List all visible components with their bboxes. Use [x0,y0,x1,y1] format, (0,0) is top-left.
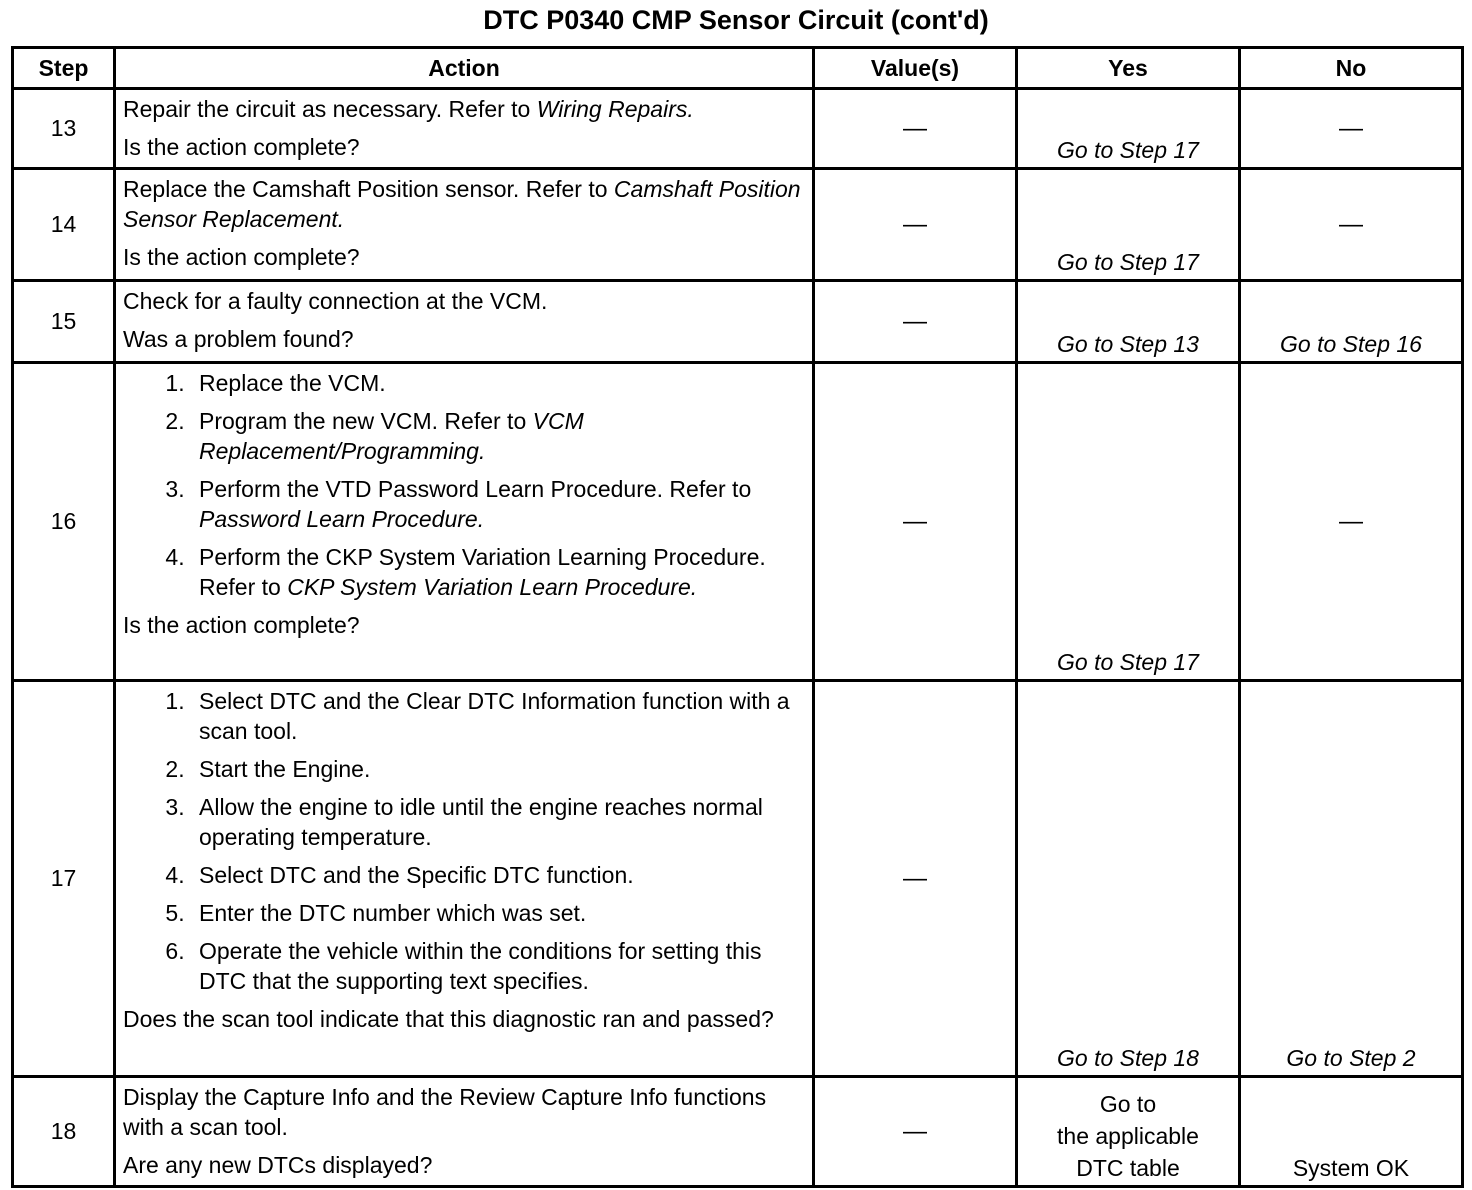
yes-goto: Go to Step 17 [1057,649,1199,675]
list-item: 2. Program the new VCM. Refer to VCM Replacement/Programming. [191,406,806,466]
value-cell: — [814,363,1017,681]
list-item: 3. Perform the VTD Password Learn Procedure. Refer to Password Learn Procedure. [191,474,806,534]
action-cell [115,169,814,281]
action-text: Display the Capture Info and the Review Capture Info functions with a scan tool. [123,1084,767,1140]
value-cell: — [814,89,1017,169]
action-text: Replace the Camshaft Position sensor. Refer to [123,176,614,202]
list-item: 4. Perform the CKP System Variation Learning Procedure. Refer to CKP System Variation Learn Procedure. [191,542,806,602]
step-number: 16 [13,363,115,681]
value-cell: — [814,681,1017,1077]
yes-goto: Go to Step 13 [1057,331,1199,357]
value-cell: — [814,169,1017,281]
diagnostic-table [11,46,1464,1188]
yes-line: the applicable [1057,1123,1199,1149]
header-no: No [1240,48,1463,89]
action-reference: Wiring Repairs. [536,96,694,122]
action-cell [115,681,814,1077]
yes-goto: Go to Step 18 [1057,1045,1199,1071]
yes-line: DTC table [1076,1155,1180,1181]
action-reference: Camshaft Position Sensor Replacement. [123,176,801,232]
action-question: Are any new DTCs displayed? [123,1152,433,1178]
action-steps-list [123,368,806,602]
header-values: Value(s) [814,48,1017,89]
table-row [13,281,1463,363]
action-text: Check for a faulty connection at the VCM. [123,288,548,314]
list-item: 2. Start the Engine. [191,754,806,784]
no-cell: — [1240,89,1463,169]
action-question: Is the action complete? [123,244,360,270]
header-yes: Yes [1017,48,1240,89]
action-question: Is the action complete? [123,612,360,638]
header-step: Step [13,48,115,89]
step-number: 18 [13,1077,115,1187]
action-cell [115,89,814,169]
action-cell [115,281,814,363]
header-row [13,48,1463,89]
step-number: 15 [13,281,115,363]
list-item: 3. Allow the engine to idle until the engine reaches normal operating temperature. [191,792,806,852]
yes-cell [1017,1077,1240,1187]
yes-line: Go to [1099,1091,1157,1117]
action-question: Does the scan tool indicate that this diagnostic ran and passed? [123,1006,774,1032]
page-title: DTC P0340 CMP Sensor Circuit (cont'd) [483,5,989,35]
value-cell: — [814,281,1017,363]
step-number: 14 [13,169,115,281]
yes-goto: Go to Step 17 [1057,137,1199,163]
yes-goto: Go to Step 17 [1057,249,1199,275]
action-question: Was a problem found? [123,326,354,352]
no-result: System OK [1292,1155,1410,1181]
no-cell: — [1240,169,1463,281]
no-goto: Go to Step 2 [1286,1045,1416,1071]
action-cell [115,1077,814,1187]
table-row [13,89,1463,169]
value-cell: — [814,1077,1017,1187]
list-item: 6. Operate the vehicle within the conditions for setting this DTC that the supporting text specifies. [191,936,806,996]
no-cell: — [1240,363,1463,681]
list-item: 1. Replace the VCM. [191,368,806,398]
header-action: Action [115,48,814,89]
step-number: 13 [13,89,115,169]
action-steps-list [123,686,806,996]
list-item: 1. Select DTC and the Clear DTC Information function with a scan tool. [191,686,806,746]
table-row [13,1077,1463,1187]
table-row [13,681,1463,1077]
action-cell [115,363,814,681]
action-question: Is the action complete? [123,134,360,160]
step-number: 17 [13,681,115,1077]
table-row [13,169,1463,281]
action-text: Repair the circuit as necessary. Refer to [123,96,537,122]
table-row [13,363,1463,681]
list-item: 4. Select DTC and the Specific DTC function. [191,860,806,890]
list-item: 5. Enter the DTC number which was set. [191,898,806,928]
no-goto: Go to Step 16 [1280,331,1422,357]
